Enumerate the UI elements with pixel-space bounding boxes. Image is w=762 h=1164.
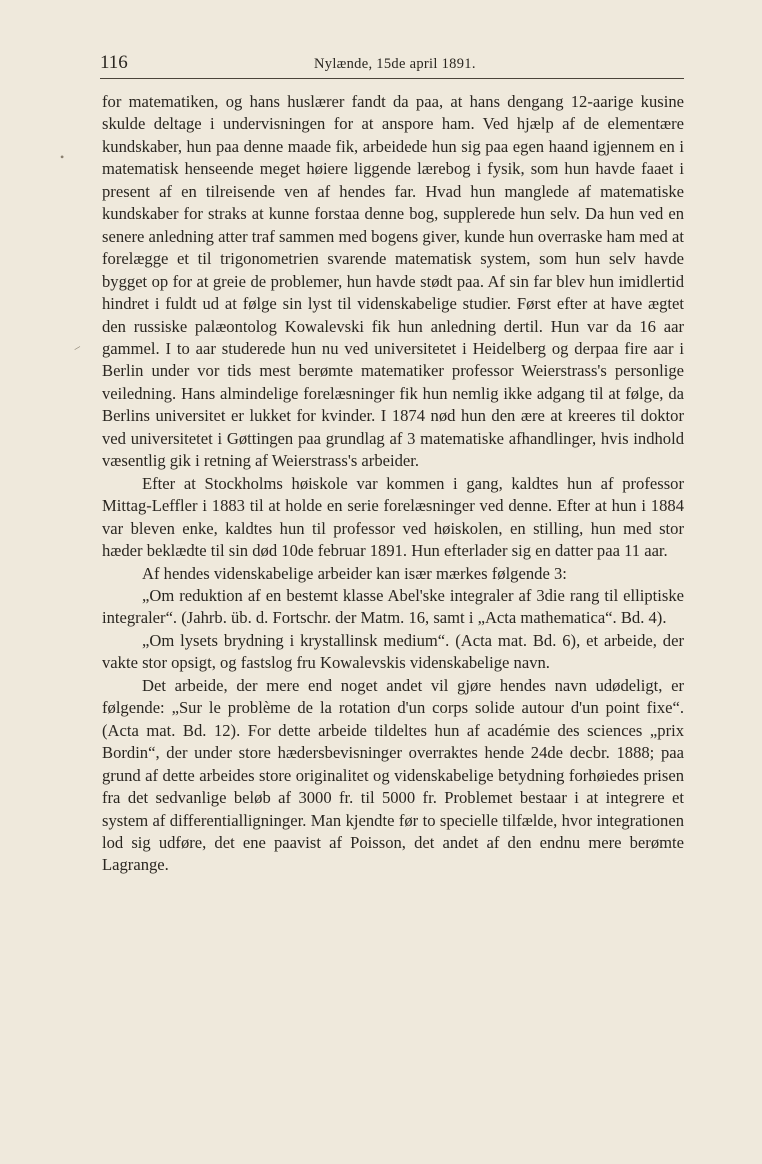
running-head: Nylænde, 15de april 1891. xyxy=(314,56,476,72)
page-number: 116 xyxy=(100,52,128,73)
paragraph-1: for matematiken, og hans huslærer fandt da paa, at hans dengang 12-aarige kusine skulde deltage i undervisningen for at anspore ham. Ved hjælp af de elementære kundskaber, hun paa denne maade fik, arbeidede hun sig paa egen haand igjennem en i matematisk henseende meget høiere liggende lærebog i fysik, som hun havde faaet i present af en tilreisende ven af hendes far. Hvad hun manglede af matematiske kundskaber for straks at kunne forstaa denne bog, supplerede hun selv. Da hun ved en senere anledning atter traf sammen med bogens giver, kunde hun overraske ham med at forelægge et til trigonometrien svarende matematisk system, som hun selv havde bygget op for at greie de problemer, hun havde stødt paa. Af sin far blev hun imidlertid hindret i fuldt ud at følge sin lyst til videnskabelige studier. Først efter at have ægtet den russiske palæontolog Kowalevski fik hun anledning dertil. Hun var da 16 aar gammel. I to aar studerede hun nu ved universitetet i Heidelberg og derpaa fire aar i Berlin under vor tids mest berømte matematiker professor Weierstrass's personlige veiledning. Hans almindelige forelæsninger fik hun nemlig ikke adgang til at følge, da Berlins universitet er lukket for kvinder. I 1874 nød hun den ære at kreeres til doktor ved universitetet i Gøttingen paa grundlag af 3 matematiske afhandlinger, hvis indhold væsentlig gik i retning af Weierstrass's arbeider. xyxy=(102,92,684,471)
paragraph-2: Efter at Stockholms høiskole var kommen i gang, kaldtes hun af professor Mittag-Leffler i 1883 til at holde en serie forelæsninger ved denne. Efter at hun i 1884 var bleven enke, kaldtes hun til professor ved høiskolen, en stilling, hun med stor hæder beklædte til sin død 10de februar 1891. Hun efterlader sig en datter paa 11 aar. xyxy=(102,473,684,561)
paragraph-3: Af hendes videnskabelige arbeider kan især mærkes følgende 3: xyxy=(142,563,567,583)
paragraph-5: „Om lysets brydning i krystallinsk medium“. (Acta mat. Bd. 6), et arbeide, der vakte stor opsigt, og fastslog fru Kowalevskis videnskabelige navn. xyxy=(102,630,684,673)
margin-dot-mark: • xyxy=(60,150,65,164)
paragraph-6: Det arbeide, der mere end noget andet vil gjøre hendes navn udødeligt, er følgende: „Sur le problème de la rotation d'un corps solide autour d'un point fixe“. (Acta mat. Bd. 12). For dette arbeide tildeltes hun af académie des sciences „prix Bordin“, der under store hædersbevisninger overraktes hende 24de decbr. 1888; paa grund af dette arbeides store originalitet og videnskabelige betydning forhøiedes prisen fra det sedvanlige beløb af 3000 fr. til 5000 fr. Problemet bestaar i at integrere et system af differentialligninger. Man kjendte før to specielle tilfælde, hvor integrationen lod sig udføre, det ene paavist af Poisson, det andet af den endnu mere berømte Lagrange. xyxy=(102,675,684,875)
paragraph-4: „Om reduktion af en bestemt klasse Abel'ske integraler af 3die rang til elliptiske integraler“. (Jahrb. üb. d. Fortschr. der Matm. 16, samt i „Acta mathematica“. Bd. 4). xyxy=(102,585,684,628)
margin-tick-mark: ‒ xyxy=(70,339,83,355)
body-text xyxy=(102,91,684,877)
page-header xyxy=(100,50,684,79)
